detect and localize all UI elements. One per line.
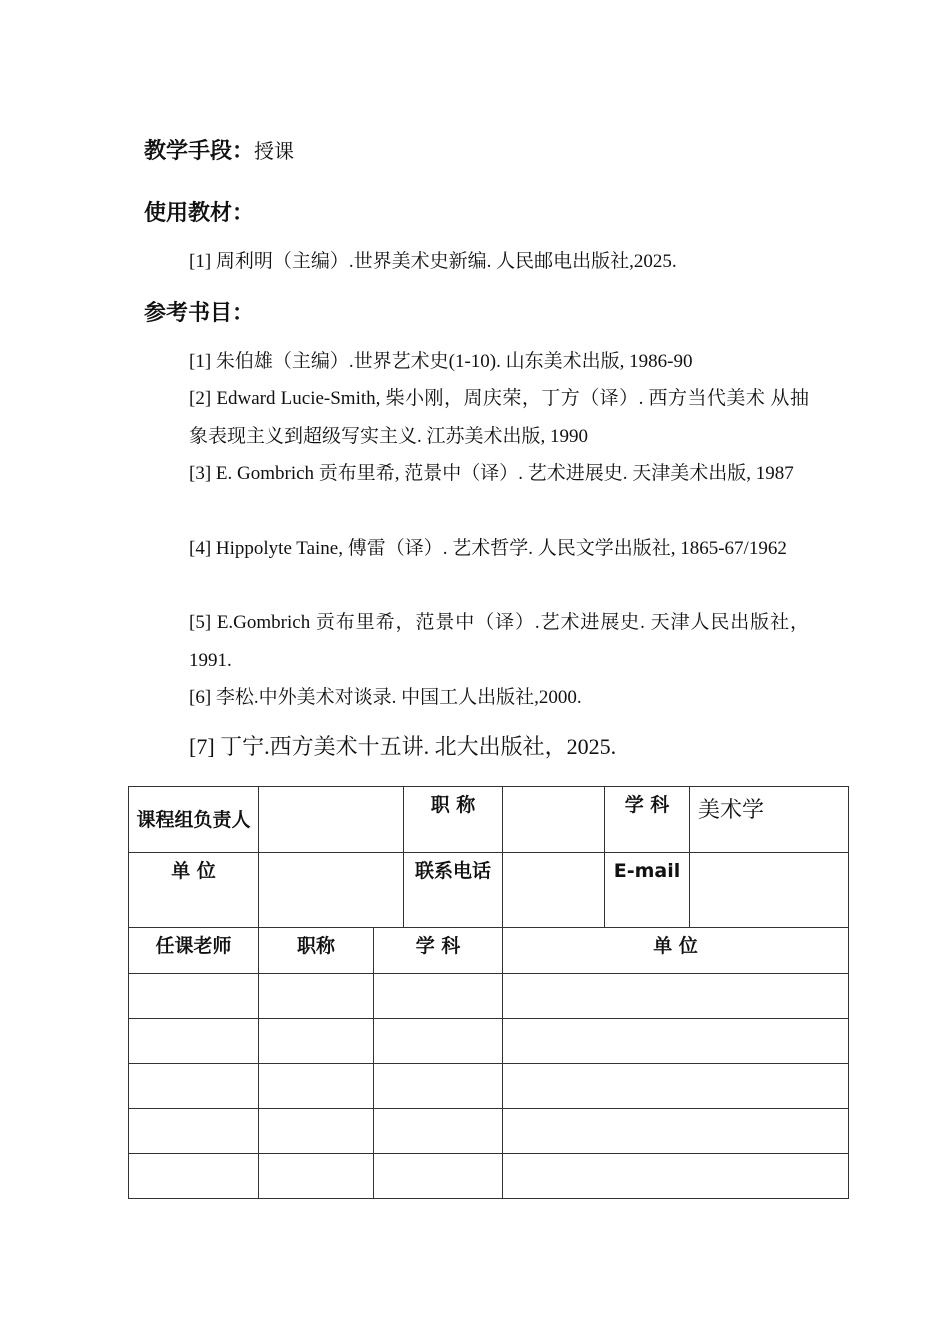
table-cell[interactable] — [374, 1154, 503, 1199]
table-cell[interactable] — [503, 1019, 849, 1064]
reference-item-6: [6] 李松.中外美术对谈录. 中国工人出版社,2000. — [189, 687, 582, 708]
table-cell[interactable] — [503, 1154, 849, 1199]
reference-item-3: [3] E. Gombrich 贡布里希, 范景中（译）. 艺术进展史. 天津美术出版, 1987 — [189, 463, 794, 484]
table-row — [129, 1019, 849, 1064]
table-cell[interactable] — [259, 1064, 374, 1109]
teacher-subject-header-cell: 学 科 — [374, 928, 503, 974]
textbook-heading: 使用教材： — [144, 201, 255, 226]
reference-item-2: [2] Edward Lucie-Smith, 柴小刚，周庆荣，丁方（译）. 西方当代美术 从抽象表现主义到超级写实主义. 江苏美术出版, 1990 — [189, 388, 809, 447]
references-heading: 参考书目： — [144, 301, 255, 326]
table-cell[interactable] — [374, 1109, 503, 1154]
leader-value-cell[interactable] — [259, 787, 404, 853]
table-row — [129, 974, 849, 1019]
course-staff-table — [128, 786, 849, 1199]
table-cell[interactable] — [374, 1019, 503, 1064]
table-cell[interactable] — [129, 1064, 259, 1109]
reference-item-5: [5] E.Gombrich 贡布里希，范景中（译）.艺术进展史. 天津人民出版社，1991. — [189, 612, 809, 671]
teaching-method-line — [144, 134, 294, 165]
teaching-method-label: 教学手段： — [144, 139, 255, 164]
unit-label-cell: 单 位 — [129, 853, 259, 928]
title-value-cell[interactable] — [503, 787, 605, 853]
unit-value-cell[interactable] — [259, 853, 404, 928]
email-value-cell[interactable] — [690, 853, 849, 928]
email-label-cell: E-mail — [605, 853, 690, 928]
textbook-item: [1] 周利明（主编）.世界美术史新编. 人民邮电出版社,2025. — [189, 251, 677, 272]
table-row — [129, 1064, 849, 1109]
table-cell[interactable] — [374, 1064, 503, 1109]
subject-value-cell[interactable]: 美术学 — [690, 787, 849, 853]
phone-label-cell: 联系电话 — [404, 853, 503, 928]
table-cell[interactable] — [129, 1154, 259, 1199]
reference-item-1: [1] 朱伯雄（主编）.世界艺术史(1-10). 山东美术出版, 1986-90 — [189, 351, 693, 372]
reference-item-7: [7] 丁宁.西方美术十五讲. 北大出版社，2025. — [189, 734, 617, 759]
teaching-method-value: 授课 — [254, 139, 295, 163]
table-cell[interactable] — [503, 1109, 849, 1154]
title-label-cell: 职 称 — [404, 787, 503, 853]
teacher-title-header-cell: 职称 — [259, 928, 374, 974]
table-cell[interactable] — [129, 1109, 259, 1154]
table-cell[interactable] — [129, 1019, 259, 1064]
reference-item-4: [4] Hippolyte Taine, 傅雷（译）. 艺术哲学. 人民文学出版社, 1865-67/1962 — [189, 538, 787, 559]
table-cell[interactable] — [503, 1064, 849, 1109]
table-row — [129, 1109, 849, 1154]
table-cell[interactable] — [374, 974, 503, 1019]
table-cell[interactable] — [259, 1154, 374, 1199]
table-cell[interactable] — [503, 974, 849, 1019]
table-row — [129, 1154, 849, 1199]
table-cell[interactable] — [259, 974, 374, 1019]
table-cell[interactable] — [259, 1109, 374, 1154]
subject-label-cell: 学 科 — [605, 787, 690, 853]
table-cell[interactable] — [259, 1019, 374, 1064]
leader-label-cell: 课程组负责人 — [129, 787, 259, 853]
table-cell[interactable] — [129, 974, 259, 1019]
teacher-header-cell: 任课老师 — [129, 928, 259, 974]
teacher-unit-header-cell: 单 位 — [503, 928, 849, 974]
phone-value-cell[interactable] — [503, 853, 605, 928]
